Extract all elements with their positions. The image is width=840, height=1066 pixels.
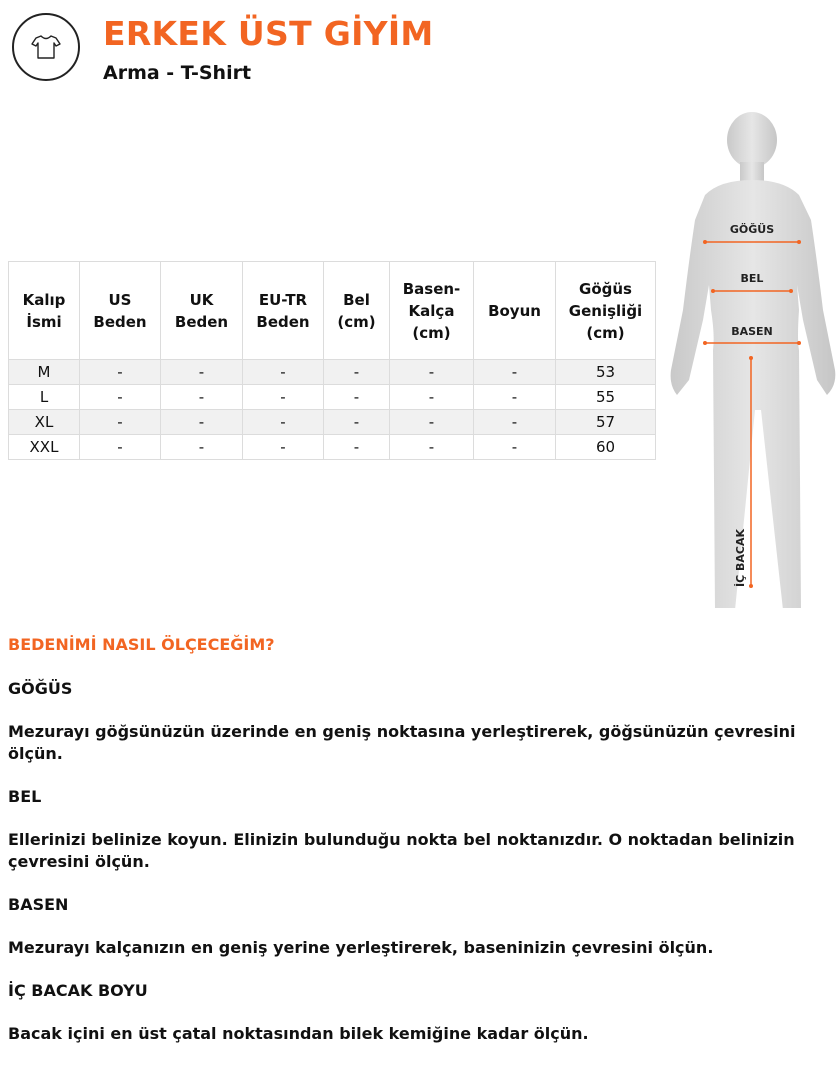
table-cell: -: [161, 410, 243, 435]
table-cell: -: [474, 435, 556, 460]
column-header: EU-TR Beden: [243, 262, 324, 360]
column-header: UK Beden: [161, 262, 243, 360]
table-cell: 53: [556, 360, 656, 385]
table-cell: -: [390, 435, 474, 460]
page-title: ERKEK ÜST GİYİM: [103, 14, 434, 53]
column-header: Basen-Kalça (cm): [390, 262, 474, 360]
guide-section-label: İÇ BACAK BOYU: [8, 981, 148, 1000]
column-header: Kalıp İsmi: [9, 262, 80, 360]
table-cell: -: [390, 385, 474, 410]
body-silhouette: [671, 112, 836, 608]
table-cell: -: [324, 435, 390, 460]
measurement-guide: [8, 634, 798, 1066]
column-header: US Beden: [80, 262, 161, 360]
column-header: Boyun: [474, 262, 556, 360]
table-cell: L: [9, 385, 80, 410]
guide-section-text: Bacak içini en üst çatal noktasından bilek kemiğine kadar ölçün.: [8, 1024, 589, 1043]
table-cell: -: [80, 385, 161, 410]
table-header-row: [9, 262, 656, 360]
guide-heading: BEDENİMİ NASIL ÖLÇECEĞİM?: [8, 635, 275, 654]
guide-section-text: Ellerinizi belinize koyun. Elinizin bulunduğu nokta bel noktanızdır. O noktadan belinizin çevresini ölçün.: [8, 830, 795, 871]
table-cell: -: [243, 385, 324, 410]
table-cell: XL: [9, 410, 80, 435]
table-cell: XXL: [9, 435, 80, 460]
table-cell: -: [80, 360, 161, 385]
column-header: Bel (cm): [324, 262, 390, 360]
table-cell: -: [474, 385, 556, 410]
table-cell: -: [80, 435, 161, 460]
table-cell: -: [243, 435, 324, 460]
table-cell: -: [243, 360, 324, 385]
guide-section-label: GÖĞÜS: [8, 679, 73, 698]
table-cell: 57: [556, 410, 656, 435]
waist-label: BEL: [740, 272, 764, 285]
guide-section-label: BASEN: [8, 895, 69, 914]
table-cell: -: [390, 410, 474, 435]
tshirt-icon: [12, 13, 80, 81]
table-cell: -: [324, 410, 390, 435]
table-cell: -: [474, 410, 556, 435]
table-cell: -: [161, 385, 243, 410]
table-row: [9, 435, 656, 460]
table-row: [9, 385, 656, 410]
table-cell: -: [80, 410, 161, 435]
guide-section-label: BEL: [8, 787, 42, 806]
guide-section-text: Mezurayı göğsünüzün üzerinde en geniş noktasına yerleştirerek, göğsünüzün çevresini ölçün.: [8, 722, 796, 763]
table-row: [9, 410, 656, 435]
table-cell: -: [324, 385, 390, 410]
body-measurement-figure: [665, 110, 840, 608]
guide-section-text: Mezurayı kalçanızın en geniş yerine yerleştirerek, baseninizin çevresini ölçün.: [8, 938, 714, 957]
table-cell: -: [161, 435, 243, 460]
table-cell: -: [390, 360, 474, 385]
table-cell: 55: [556, 385, 656, 410]
table-cell: -: [161, 360, 243, 385]
table-cell: 60: [556, 435, 656, 460]
table-cell: -: [474, 360, 556, 385]
inseam-label: İÇ BACAK: [734, 528, 747, 588]
table-row: [9, 360, 656, 385]
table-cell: -: [324, 360, 390, 385]
column-header: Göğüs Genişliği (cm): [556, 262, 656, 360]
size-table: [8, 261, 656, 460]
chest-label: GÖĞÜS: [729, 223, 775, 236]
table-cell: -: [243, 410, 324, 435]
product-name: Arma - T-Shirt: [103, 62, 252, 84]
table-cell: M: [9, 360, 80, 385]
hip-label: BASEN: [731, 325, 773, 338]
